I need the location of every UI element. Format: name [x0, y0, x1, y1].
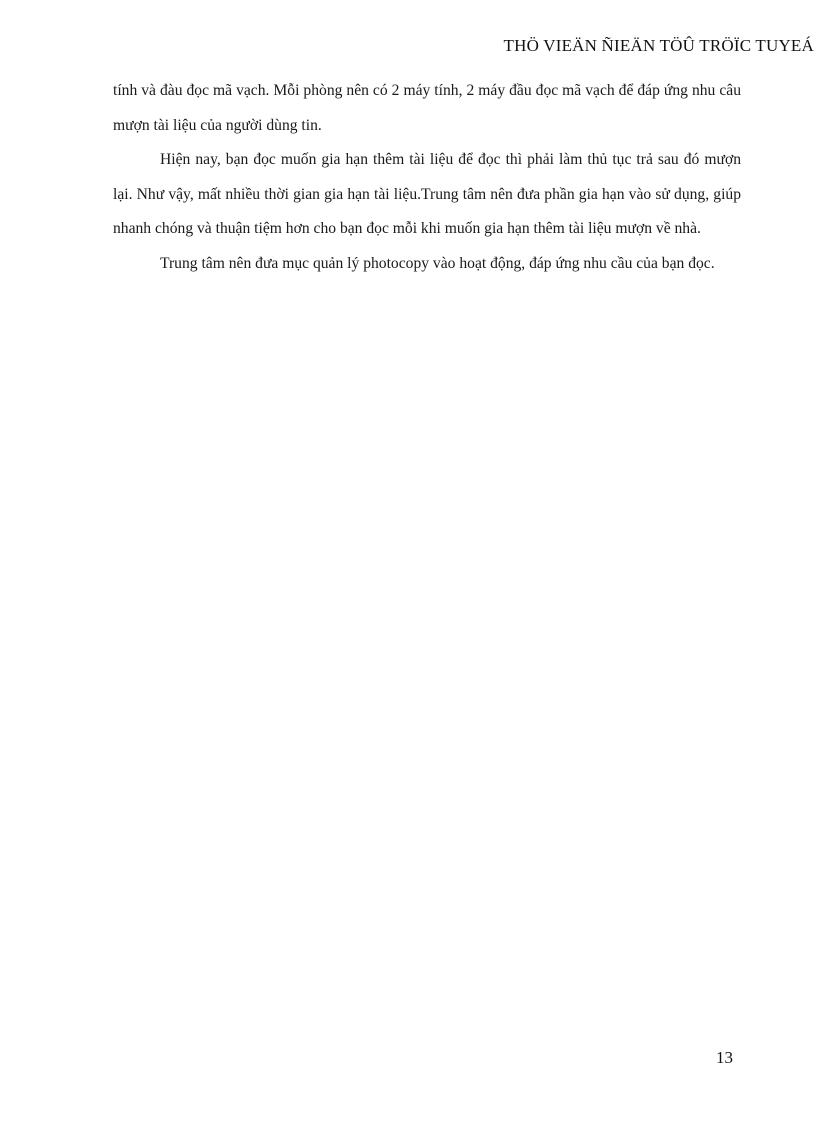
page-number: 13 [716, 1048, 733, 1067]
paragraph-continuation: tính và đàu đọc mã vạch. Mỗi phòng nên có 2 máy tính, 2 máy đầu đọc mã vạch để đáp ứng nhu câu mượn tài liệu của người dùng tin. [113, 82, 741, 134]
paragraph-renewal: Hiện nay, bạn đọc muốn gia hạn thêm tài liệu để đọc thì phải làm thủ tục trả sau đó mượn lại. Như vậy, mất nhiều thời gian gia hạn tài liệu.Trung tâm nên đưa phần gia hạn vào sử dụng, giúp nhanh chóng và thuận tiệm hơn cho bạn đọc mỗi khi muốn gia hạn thêm tài liệu mượn về nhà. [113, 151, 741, 237]
body-text [113, 74, 741, 281]
paragraph-photocopy: Trung tâm nên đưa mục quản lý photocopy vào hoạt động, đáp ứng nhu cầu của bạn đọc. [160, 254, 715, 272]
running-header: THÖ VIEÄN ÑIEÄN TÖÛ TRÖÏC TUYEÁ [503, 36, 814, 55]
